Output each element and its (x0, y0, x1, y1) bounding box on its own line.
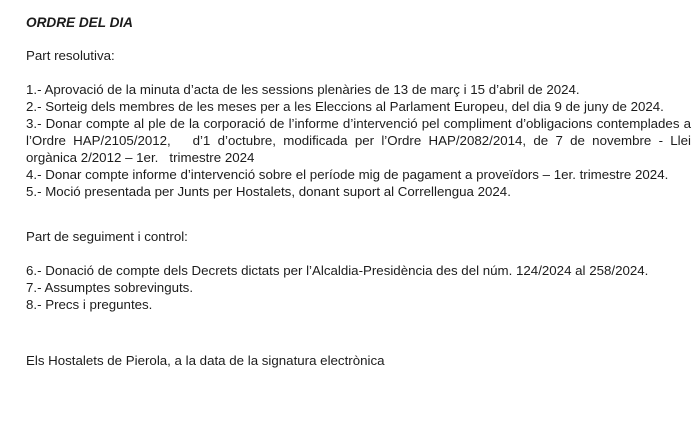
agenda-item-2: 2.- Sorteig dels membres de les meses per a les Eleccions al Parlament Europeu, del dia 9 de juny de 2024. (26, 99, 664, 114)
agenda-item-4: 4.- Donar compte informe d’intervenció sobre el període mig de pagament a proveïdors – 1er. trimestre 2024. (26, 167, 669, 182)
section-heading-resolutiva: Part resolutiva: (26, 48, 115, 63)
agenda-item-1: 1.- Aprovació de la minuta d’acta de les sessions plenàries de 13 de març i 15 d’abril de 2024. (26, 82, 580, 97)
agenda-item-3: 3.- Donar compte al ple de la corporació de l’informe d’intervenció pel compliment d’obligacions contemplades a l’Ordre HAP/2105/2012, d’1 d’octubre, modificada per l’Ordre HAP/2082/2014, de 7 de novembre - Llei orgànica 2/2012 – 1er. trimestre 2024 (26, 116, 691, 165)
section-heading-seguiment-control: Part de seguiment i control: (26, 229, 188, 244)
agenda-item-6: 6.- Donació de compte dels Decrets dictats per l’Alcaldia-Presidència des del núm. 124/2024 al 258/2024. (26, 263, 649, 278)
agenda-item-7: 7.- Assumptes sobrevinguts. (26, 280, 194, 295)
agenda-item-5: 5.- Moció presentada per Junts per Hostalets, donant suport al Correllengua 2024. (26, 184, 511, 199)
agenda-item-8: 8.- Precs i preguntes. (26, 297, 153, 312)
resolutiva-items-list (26, 81, 691, 200)
document-title: ORDRE DEL DIA (26, 15, 133, 30)
closing-signature-line: Els Hostalets de Pierola, a la data de la signatura electrònica (26, 353, 385, 368)
seguiment-items-list (26, 262, 691, 313)
